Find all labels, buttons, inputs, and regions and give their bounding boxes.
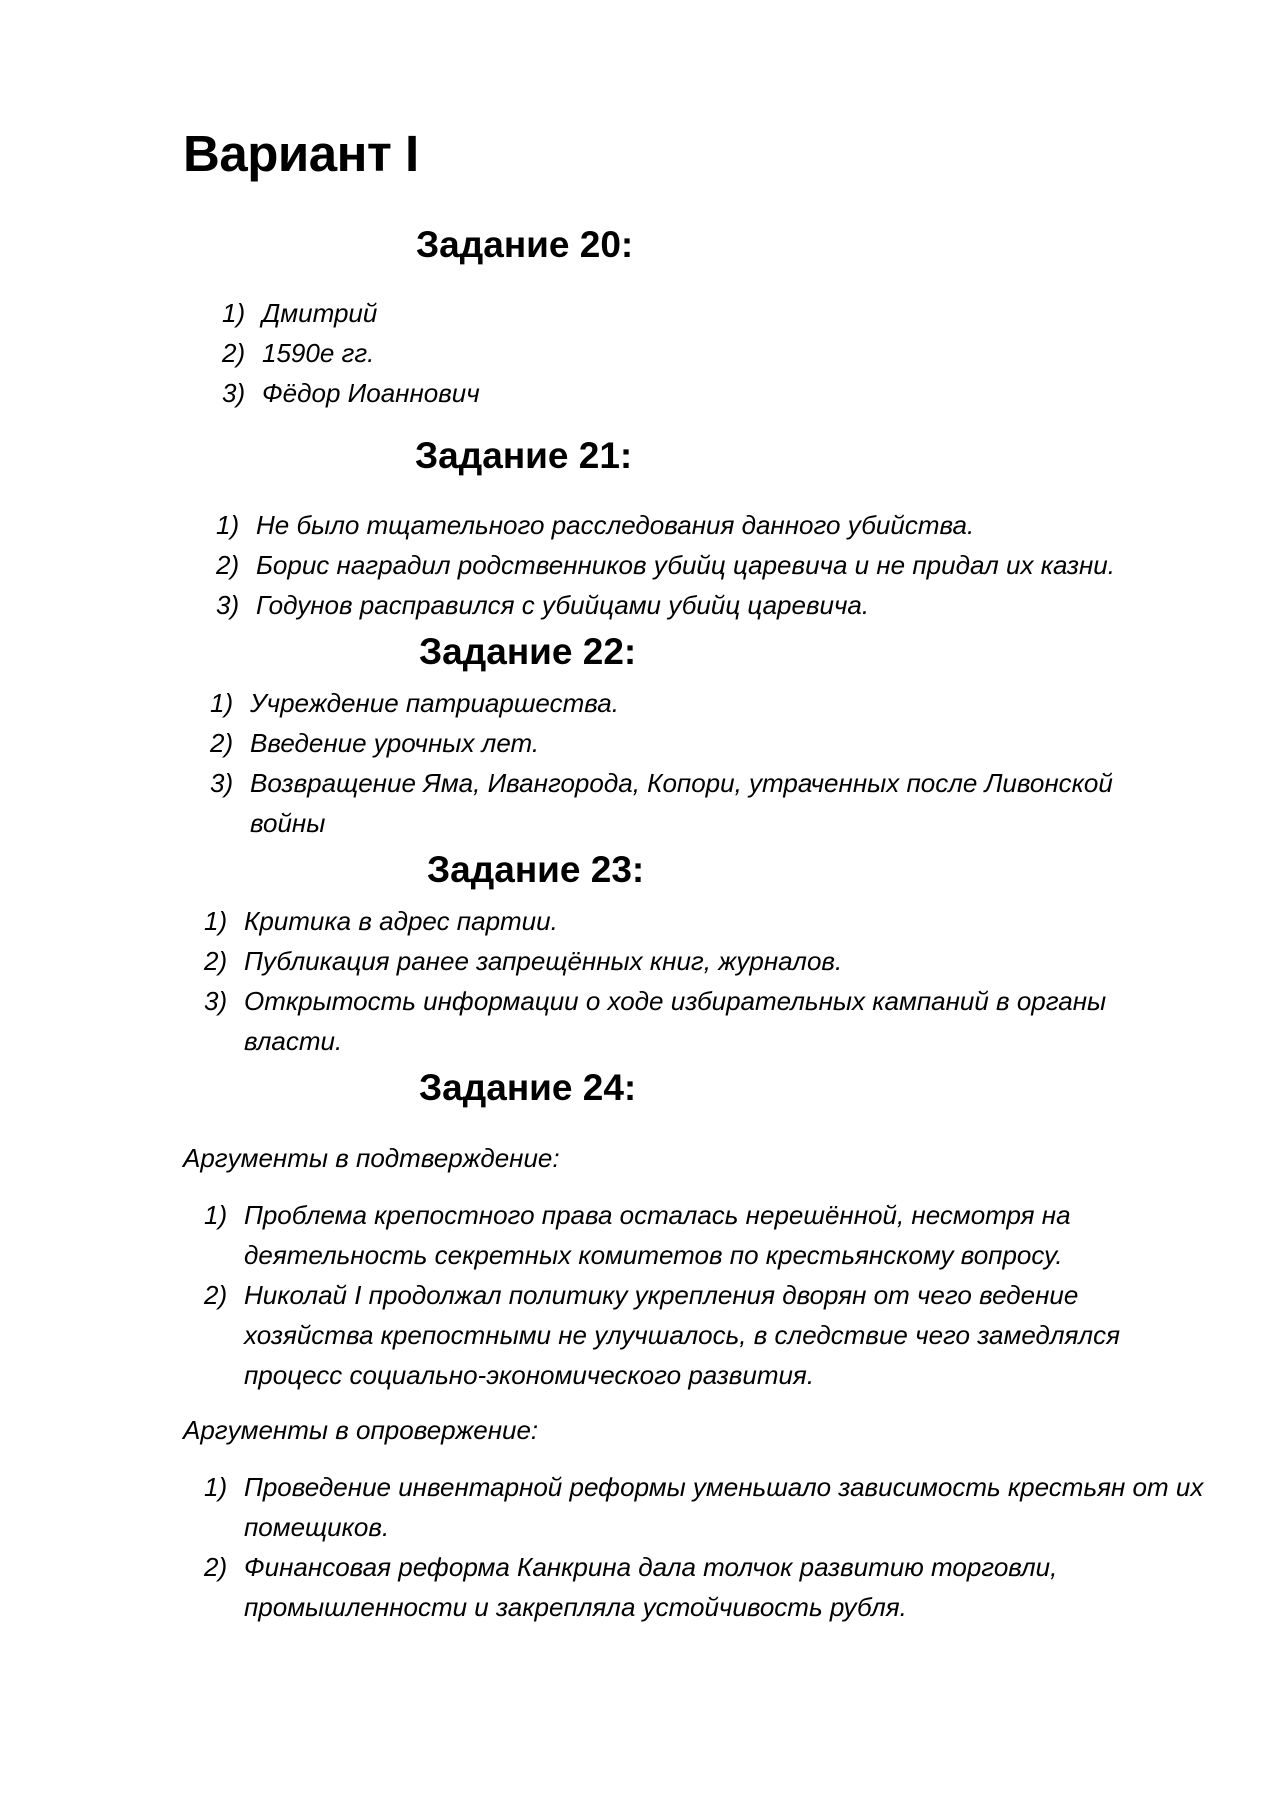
- task-24-heading: Задание 24:: [419, 1067, 637, 1108]
- list-item: [210, 723, 1180, 763]
- list-item-text: Годунов расправился с убийцами убийц царевича.: [256, 590, 870, 620]
- task-22-heading: Задание 22:: [419, 631, 637, 672]
- list-item-text: Открытость информации о ходе избирательных кампаний в органы власти.: [244, 986, 1107, 1056]
- variant-title: Вариант I: [183, 125, 419, 182]
- list-item-text: Учреждение патриаршества.: [250, 688, 619, 718]
- list-item: [204, 1275, 1204, 1395]
- list-item-text: Николай I продолжал политику укрепления дворян от чего ведение хозяйства крепостными не улучшалось, в следствие чего замедлялся процесс социально-экономического развития.: [244, 1280, 1120, 1390]
- list-item-text: Борис наградил родственников убийц царевича и не придал их казни.: [256, 550, 1115, 580]
- task-22-answers: [210, 683, 1180, 843]
- list-item: [210, 683, 1180, 723]
- list-item: [204, 941, 1184, 981]
- list-item: [204, 901, 1184, 941]
- list-item-number: 2): [204, 946, 228, 976]
- support-arguments-list: [204, 1195, 1184, 1395]
- list-item: [222, 333, 1122, 373]
- list-item: [216, 545, 1176, 585]
- task-23-answers: [204, 901, 1184, 1061]
- list-item: [222, 373, 1122, 413]
- list-item: [204, 1195, 1204, 1275]
- list-item-text: 1590е гг.: [262, 338, 375, 368]
- list-item-number: 2): [204, 1280, 228, 1310]
- list-item-text: Фёдор Иоаннович: [262, 378, 480, 408]
- list-item-text: Введение урочных лет.: [250, 728, 540, 758]
- list-item-number: 2): [210, 728, 234, 758]
- list-item: [222, 293, 1122, 333]
- task-21-answers: [216, 505, 1176, 625]
- list-item-number: 3): [210, 768, 234, 798]
- list-item: [216, 585, 1176, 625]
- task-20-heading: Задание 20:: [416, 224, 634, 265]
- list-item: [204, 1547, 1204, 1627]
- list-item-number: 1): [210, 688, 234, 718]
- support-arguments-label: Аргументы в подтверждение:: [183, 1143, 560, 1173]
- list-item-text: Проведение инвентарной реформы уменьшало зависимость крестьян от их помещиков.: [244, 1472, 1204, 1542]
- list-item-text: Проблема крепостного права осталась нерешённой, несмотря на деятельность секретных комитетов по крестьянскому вопросу.: [244, 1200, 1071, 1270]
- list-item-number: 3): [204, 986, 228, 1016]
- refute-arguments-label: Аргументы в опровержение:: [183, 1415, 539, 1445]
- list-item-number: 2): [216, 550, 240, 580]
- list-item-number: 1): [216, 510, 240, 540]
- list-item-text: Дмитрий: [262, 298, 378, 328]
- list-item-number: 1): [204, 1200, 228, 1230]
- list-item: [210, 763, 1160, 843]
- list-item-number: 2): [204, 1552, 228, 1582]
- list-item-number: 3): [216, 590, 240, 620]
- list-item-number: 1): [204, 1472, 228, 1502]
- refute-arguments-list: [204, 1467, 1204, 1627]
- list-item: [216, 505, 1176, 545]
- task-21-heading: Задание 21:: [415, 435, 633, 476]
- list-item-number: 1): [204, 906, 228, 936]
- list-item-text: Критика в адрес партии.: [244, 906, 558, 936]
- list-item-text: Возвращение Яма, Ивангорода, Копори, утраченных после Ливонской войны: [250, 768, 1113, 838]
- list-item-text: Финансовая реформа Канкрина дала толчок развитию торговли, промышленности и закрепляла устойчивость рубля.: [244, 1552, 1058, 1622]
- list-item-number: 3): [222, 378, 246, 408]
- task-20-answers: [222, 293, 1122, 413]
- list-item: [204, 1467, 1204, 1547]
- list-item-number: 1): [222, 298, 246, 328]
- list-item-text: Публикация ранее запрещённых книг, журналов.: [244, 946, 843, 976]
- list-item-number: 2): [222, 338, 246, 368]
- list-item: [204, 981, 1179, 1061]
- list-item-text: Не было тщательного расследования данного убийства.: [256, 510, 975, 540]
- task-23-heading: Задание 23:: [427, 849, 645, 890]
